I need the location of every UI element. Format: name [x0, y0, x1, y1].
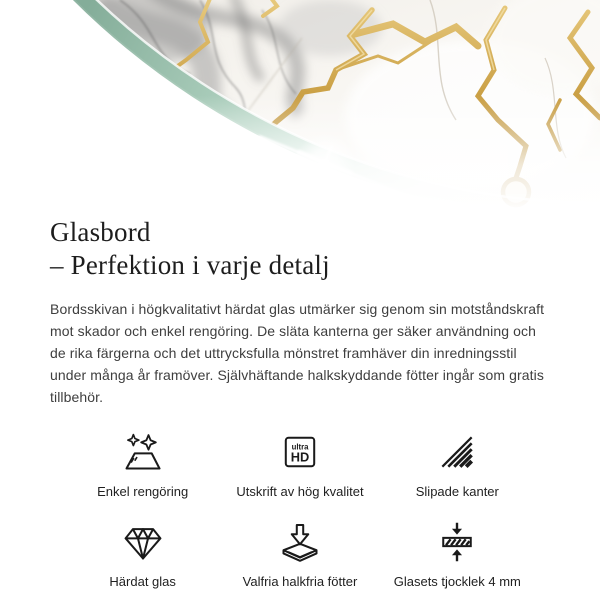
hero-image-glass-table: [0, 0, 600, 212]
page-title: [50, 216, 550, 282]
feature-glass-thickness: [379, 520, 536, 590]
product-description-section: [0, 216, 600, 590]
glass-thickness-icon: [435, 520, 479, 564]
feature-label: Valfria halkfria fötter: [242, 574, 358, 589]
ultra-hd-icon: [278, 430, 322, 474]
tempered-glass-diamond-icon: [121, 520, 165, 564]
feature-grid: [50, 430, 550, 590]
feature-label: Slipade kanter: [415, 484, 499, 499]
product-description-text: Bordsskivan i högkvalitativt härdat glas utmärker sig genom sin motståndskraft mot skador och enkel rengöring. De släta kanterna ger säker användning och de rika färgerna och det uttrycksfulla mönstret framhäver din inredningsstil under många år framöver. Självhäftande halkskyddande fötter ingår som gratis tillbehör.: [50, 301, 545, 405]
feature-tempered-glass: [64, 520, 221, 590]
feature-label: Enkel rengöring: [97, 484, 189, 499]
non-slip-feet-icon: [278, 520, 322, 564]
feature-easy-cleaning: [64, 430, 221, 500]
ultra-text: ultra: [291, 442, 309, 452]
clean-surface-sparkle-icon: [121, 430, 165, 474]
feature-label: Utskrift av hög kvalitet: [236, 484, 364, 499]
feature-label: Härdat glas: [109, 574, 176, 589]
hd-text: HD: [290, 449, 310, 465]
beveled-edge-icon: [435, 430, 479, 474]
page-title-line2: – Perfektion i varje detalj: [50, 250, 330, 280]
feature-label: Glasets tjocklek 4 mm: [393, 574, 521, 589]
page-title-line1: Glasbord: [50, 217, 151, 247]
feature-polished-edges: [379, 430, 536, 500]
feature-non-slip-feet: [221, 520, 378, 590]
feature-print-quality: [221, 430, 378, 500]
